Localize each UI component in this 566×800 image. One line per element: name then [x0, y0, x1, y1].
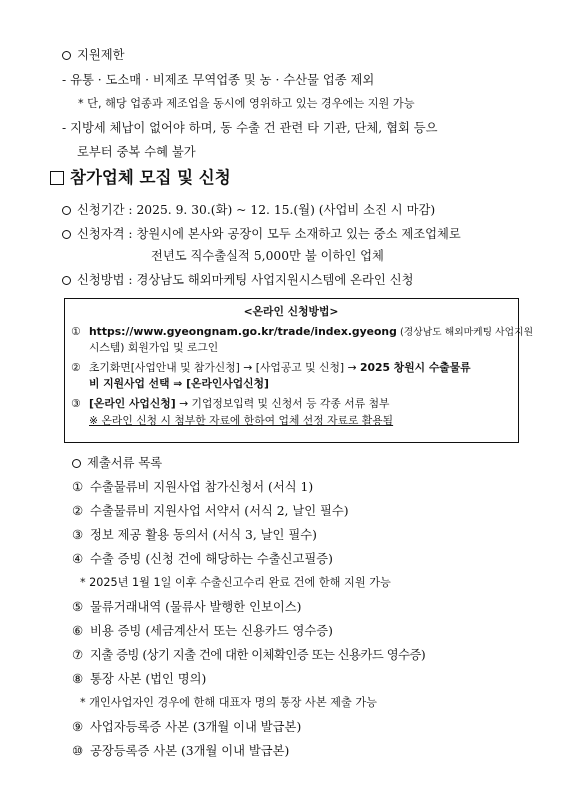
support-limits-title: 지원제한 [62, 47, 125, 63]
qualification-line-2: 전년도 직수출실적 5,000만 불 이하인 업체 [151, 249, 384, 263]
online-step-3-note: ※ 온라인 신청 시 첨부한 자료에 한하여 업체 선정 자료로 활용됨 [89, 414, 394, 427]
document-item: ③ 정보 제공 활용 동의서 (서식 3, 날인 필수) [72, 528, 317, 542]
circle-bullet-icon [62, 276, 71, 285]
online-step-1-line-2: 시스템) 회원가입 및 로그인 [89, 341, 219, 354]
documents-title: 제출서류 목록 [72, 455, 162, 471]
document-item: ⑧ 통장 사본 (법인 명의) [72, 672, 207, 686]
document-item: ④ 수출 증빙 (신청 건에 해당하는 수출신고필증) [72, 552, 333, 566]
document-item: ⑨ 사업자등록증 사본 (3개월 이내 발급본) [72, 720, 302, 734]
online-step-1: ① https://www.gyeongnam.go.kr/trade/index.gyeong (경상남도 해외마케팅 사업지원 [71, 325, 534, 338]
document-item: ⑤ 물류거래내역 (물류사 발행한 인보이스) [72, 600, 302, 614]
document-item-4-note: * 2025년 1월 1일 이후 수출신고수리 완료 건에 한해 지원 가능 [80, 576, 391, 589]
document-item-8-note: * 개인사업자인 경우에 한해 대표자 명의 통장 사본 제출 가능 [80, 696, 377, 709]
document-item: ⑥ 비용 증빙 (세금계산서 또는 신용카드 영수증) [72, 624, 333, 638]
support-limits-item-2-line-2: 로부터 중복 수혜 불가 [77, 145, 196, 159]
online-step-3: ③ [온라인 사업신청] → 기업정보입력 및 신청서 등 각종 서류 첨부 [71, 397, 390, 410]
application-period: 신청기간 : 2025. 9. 30.(화) ~ 12. 15.(월) (사업비 소진 시 마감) [62, 202, 435, 218]
online-application-box [64, 298, 534, 443]
circle-bullet-icon [62, 230, 71, 239]
document-item: ① 수출물류비 지원사업 참가신청서 (서식 1) [72, 480, 314, 494]
square-bullet-icon [50, 171, 64, 185]
online-box-title: <온라인 신청방법> [243, 305, 339, 318]
circle-bullet-icon [62, 51, 71, 60]
document-item: ⑦ 지출 증빙 (상기 지출 건에 대한 이체확인증 또는 신용카드 영수증) [72, 648, 426, 662]
qualification-line-1: 신청자격 : 창원시에 본사와 공장이 모두 소재하고 있는 중소 제조업체로 [62, 226, 461, 242]
application-url-link[interactable]: https://www.gyeongnam.go.kr/trade/index.gyeong [89, 325, 397, 338]
support-limits-item-1-note: * 단, 해당 업종과 제조업을 동시에 영위하고 있는 경우에는 지원 가능 [78, 97, 415, 110]
support-limits-item-2-line-1: - 지방세 체납이 없어야 하며, 동 수출 건 관련 타 기관, 단체, 협회 등으 [62, 121, 438, 135]
online-step-2: ② 초기화면[사업안내 및 참가신청] → [사업공고 및 신청] → 2025 창원시 수출물류 [71, 361, 471, 374]
document-item: ⑩ 공장등록증 사본 (3개월 이내 발급본) [72, 744, 290, 758]
circle-bullet-icon [72, 459, 81, 468]
circle-bullet-icon [62, 206, 71, 215]
document-item: ② 수출물류비 지원사업 서약서 (서식 2, 날인 필수) [72, 504, 349, 518]
application-method: 신청방법 : 경상남도 해외마케팅 사업지원시스템에 온라인 신청 [62, 272, 413, 288]
section-heading: 참가업체 모집 및 신청 [50, 168, 231, 188]
online-step-2-line-2: 비 지원사업 선택 ⇒ [온라인사업신청] [89, 377, 269, 390]
support-limits-item-1: - 유통 · 도소매 · 비제조 무역업종 및 농 · 수산물 업종 제외 [62, 73, 375, 87]
